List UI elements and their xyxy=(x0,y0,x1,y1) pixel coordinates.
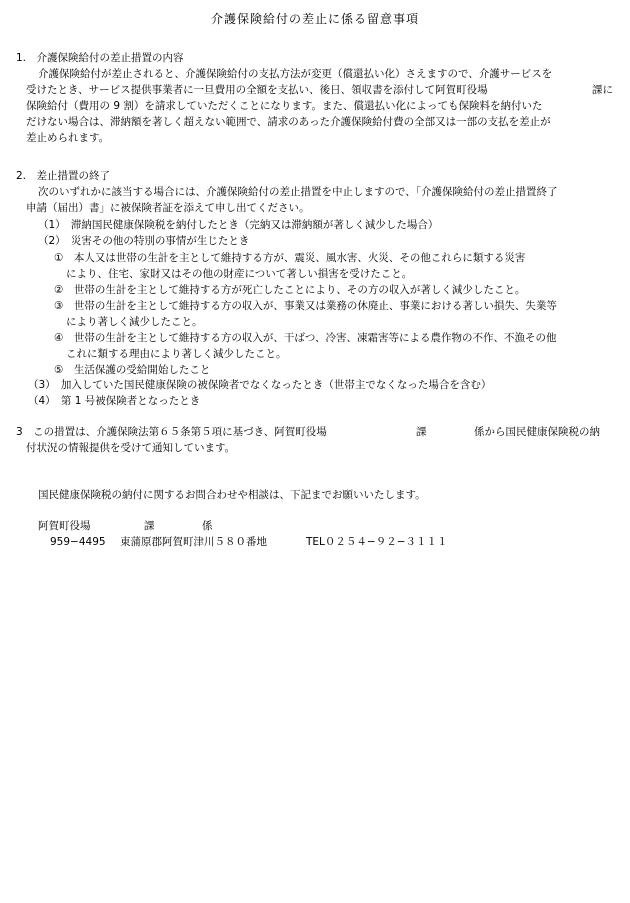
section-2-intro-1: 次のいずれかに該当する場合には、介護保険給付の差止措置を中止しますので、「介護保険給付の差止措置終了 xyxy=(38,186,558,198)
section-1-line-1: 介護保険給付が差止されると、介護保険給付の支払方法が変更（償還払い化）さえますので、介護サービスを xyxy=(38,68,553,80)
section-1-line-4: だけない場合は、滞納額を著しく超えない範囲で、請求のあった介護保険給付費の全部又は一部の支払を差止が xyxy=(26,116,551,128)
section-1-line-2-end: 課に xyxy=(592,84,613,96)
contact-intro: 国民健康保険税の納付に関するお問合わせや相談は、下記までお願いいたします。 xyxy=(38,489,426,501)
section-2-sub-2: ② 世帯の生計を主として維持する方が死亡したことにより、その方の収入が著しく減少したこと。 xyxy=(54,284,526,296)
section-2-item-4: （4） 第 1 号被保険者となったとき xyxy=(28,395,201,407)
section-3-line-1b: 課 xyxy=(416,426,427,438)
contact-kakari: 係 xyxy=(202,520,213,532)
contact-postal-code: 959−4495 xyxy=(50,536,106,548)
section-1-line-3: 保険給付（費用の 9 割）を請求していただくことになります。また、償還払い化によっても保険料を納付いた xyxy=(26,100,543,112)
contact-tel: TEL０２５４−９２−３１１１ xyxy=(306,536,448,548)
section-2-sub-5: ⑤ 生活保護の受給開始したこと xyxy=(54,364,211,376)
section-2-sub-3a: ③ 世帯の生計を主として維持する方の収入が、事業又は業務の休廃止、事業における著しい損失、失業等 xyxy=(54,300,557,312)
section-2-item-1: （1） 滞納国民健康保険税を納付したとき（完納又は滞納額が著しく減少した場合） xyxy=(38,219,439,231)
section-3-line-1c: 係から国民健康保険税の納 xyxy=(474,426,600,438)
contact-ka: 課 xyxy=(144,520,155,532)
section-2-intro-2: 申請（届出）書」に被保険者証を添えて申し出てください。 xyxy=(26,202,310,214)
section-2-sub-1a: ① 本人又は世帯の生計を主として維持する方が、震災、風水害、火災、その他これらに類する災害 xyxy=(54,252,526,264)
section-1-line-2: 受けたとき、サービス提供事業者に一旦費用の全額を支払い、後日、領収書を添付して阿賀町役場 xyxy=(26,84,488,96)
section-2-item-3: （3） 加入していた国民健康保険の被保険者でなくなったとき（世帯主でなくなった場合を含む） xyxy=(28,379,492,391)
section-2-item-2: （2） 災害その他の特別の事情が生じたとき xyxy=(38,235,250,247)
section-2-sub-4a: ④ 世帯の生計を主として維持する方の収入が、干ばつ、冷害、凍霜害等による農作物の不作、不漁その他 xyxy=(54,332,557,344)
section-2-sub-1b: により、住宅、家財又はその他の財産について著しい損害を受けたこと。 xyxy=(66,268,413,280)
section-2-sub-3b: により著しく減少したこと。 xyxy=(66,316,203,328)
section-2-heading: 2. 差止措置の終了 xyxy=(16,170,111,182)
contact-address: 東蒲原郡阿賀町津川５８０番地 xyxy=(120,536,267,548)
section-3-line-2: 付状況の情報提供を受けて通知しています。 xyxy=(26,442,236,454)
section-1-line-5: 差止められます。 xyxy=(26,132,110,144)
section-1-heading: 1. 介護保険給付の差止措置の内容 xyxy=(16,52,184,64)
page-title: 介護保険給付の差止に係る留意事項 xyxy=(210,12,419,26)
section-3-line-1a: 3 この措置は、介護保険法第６５条第５項に基づき、阿賀町役場 xyxy=(16,426,327,438)
contact-office: 阿賀町役場 xyxy=(38,520,91,532)
section-2-sub-4b: これに類する理由により著しく減少したこと。 xyxy=(66,348,287,360)
